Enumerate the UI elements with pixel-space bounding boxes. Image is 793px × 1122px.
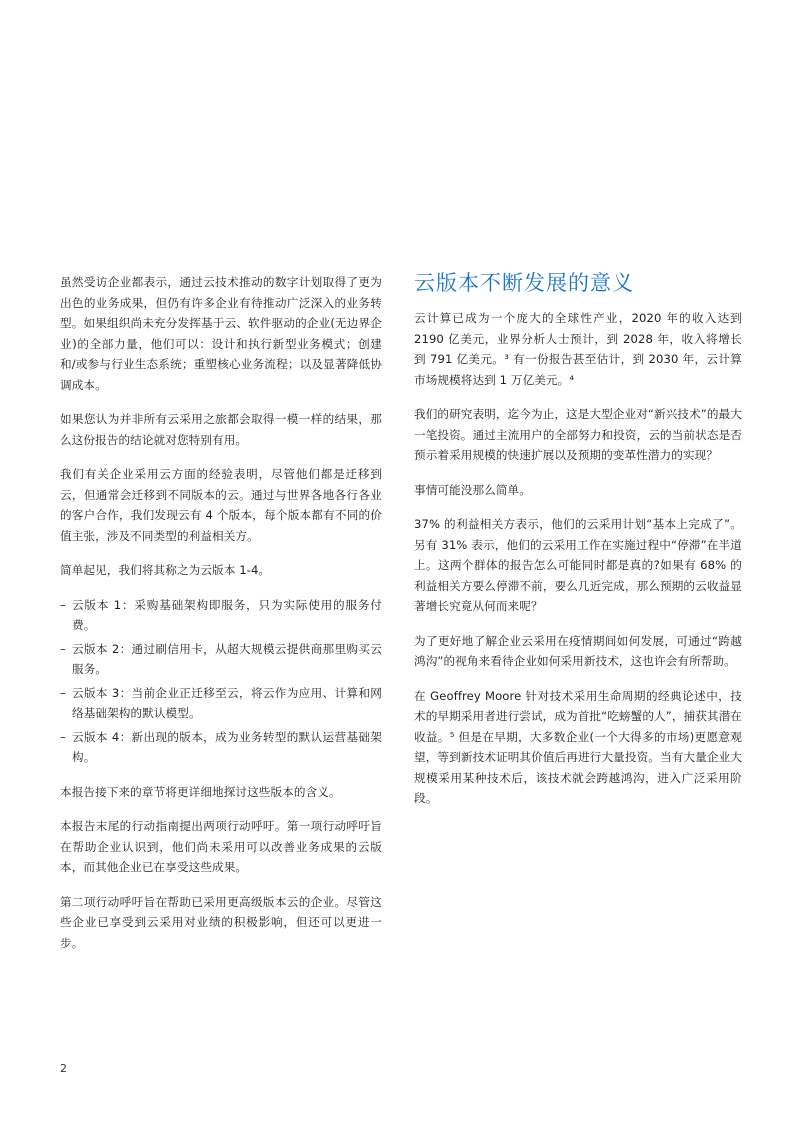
left-paragraph-call-to-action-2: 第二项行动呼吁旨在帮助已采用更高级版本云的企业。尽管这些企业已享受到云采用对业绩的积极影响，但还可以更进一步。 bbox=[60, 894, 382, 950]
right-column bbox=[414, 268, 742, 823]
right-paragraph-research: 我们的研究表明，迄今为止，这是大型企业对“新兴技术”的最大一笔投资。通过主流用户的全部努力和投资，云的当前状态是否预示着采用规模的快速扩展以及预期的变革性潜力的实现？ bbox=[414, 407, 742, 462]
cloud-version-list bbox=[60, 595, 382, 768]
right-paragraph-not-simple: 事情可能没那么简单。 bbox=[414, 482, 531, 497]
cloud-version-item-2: – 云版本 2：通过刷信用卡，从超大规模云提供商那里购买云服务。 bbox=[60, 639, 382, 680]
left-paragraph-usefulness: 如果您认为并非所有云采用之旅都会取得一模一样的结果，那么这份报告的结论就对您特别有用。 bbox=[60, 412, 382, 447]
right-paragraph-geoffrey-moore: 在 Geoffrey Moore 针对技术采用生命周期的经典论述中，技术的早期采用者进行尝试，成为首批“吃螃蟹的人”，捕获其潜在收益。⁵ 但是在早期，大多数企业(一个大得多的市场)更愿意观望，等到新技术证明其价值后再进行大量投资。当有大量企业大规模采用某种技术后，该技术就会跨越鸿沟，进入广泛采用阶段。 bbox=[414, 688, 742, 805]
cloud-version-item-1: – 云版本 1：采购基础架构即服务，只为实际使用的服务付费。 bbox=[60, 595, 382, 636]
left-paragraph-experience: 我们有关企业采用云方面的经验表明，尽管他们都是迁移到云，但通常会迁移到不同版本的云。通过与世界各地各行各业的客户合作，我们发现云有 4 个版本，每个版本都有不同的价值主张，涉及不同类型的利益相关方。 bbox=[60, 467, 382, 543]
left-paragraph-next-chapters: 本报告接下来的章节将更详细地探讨这些版本的含义。 bbox=[60, 784, 341, 799]
page-number: 2 bbox=[60, 1062, 67, 1075]
left-column bbox=[60, 272, 382, 967]
right-paragraph-stakeholders: 37% 的利益相关方表示，他们的云采用计划“基本上完成了”。另有 31% 表示，他们的云采用工作在实施过程中“停滞”在半道上。这两个群体的报告怎么可能同时都是真的?如果有 68% 的利益相关方要么停滞不前，要么几近完成，那么预期的云收益显著增长究竟从何而来呢？ bbox=[414, 517, 742, 613]
right-paragraph-crossing-chasm: 为了更好地了解企业云采用在疫情期间如何发展，可通过“跨越鸿沟”的视角来看待企业如何采用新技术，这也许会有所帮助。 bbox=[414, 633, 742, 668]
cloud-version-item-3: – 云版本 3：当前企业正迁移至云，将云作为应用、计算和网络基础架构的默认模型。 bbox=[60, 683, 382, 724]
left-paragraph-naming: 简单起见，我们将其称之为云版本 1-4。 bbox=[60, 563, 271, 577]
left-paragraph-intro: 虽然受访企业都表示，通过云技术推动的数字计划取得了更为出色的业务成果，但仍有许多企业有待推动广泛深入的业务转型。如果组织尚未充分发挥基于云、软件驱动的企业(无边界企业)的全部力量，他们可以：设计和执行新型业务模式；创建和/或参与行业生态系统；重塑核心业务流程；以及显著降低协调成本。 bbox=[60, 275, 382, 392]
section-title: 云版本不断发展的意义 bbox=[414, 271, 634, 295]
right-paragraph-market-size: 云计算已成为一个庞大的全球性产业，2020 年的收入达到 2190 亿美元，业界分析人士预计，到 2028 年，收入将增长到 791 亿美元。³ 有一份报告甚至估计，到 2030 年，云计算市场规模将达到 1 万亿美元。⁴ bbox=[414, 311, 742, 387]
cloud-version-item-4: – 云版本 4：新出现的版本，成为业务转型的默认运营基础架构。 bbox=[60, 727, 382, 768]
left-paragraph-call-to-action-1: 本报告末尾的行动指南提出两项行动呼吁。第一项行动呼吁旨在帮助企业认识到，他们尚未采用可以改善业务成果的云版本，而其他企业已在享受这些成果。 bbox=[60, 819, 382, 874]
